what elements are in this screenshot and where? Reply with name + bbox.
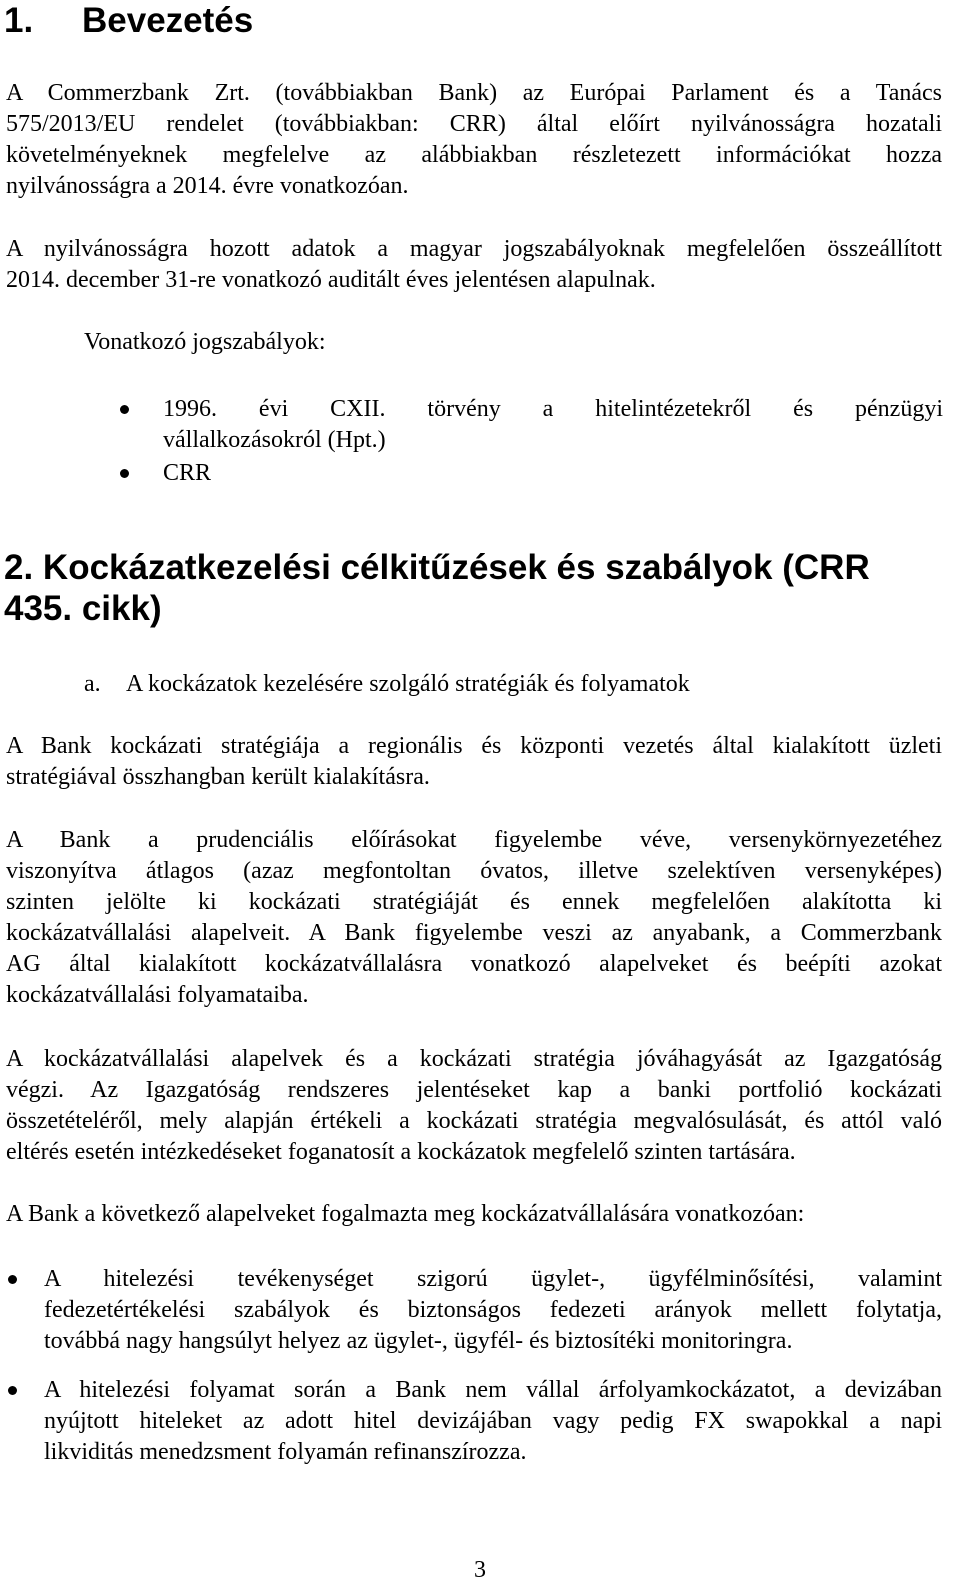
paragraph-line: eltérés esetén intézkedéseket foganatosít a kockázatok megfelelő szinten tartására.: [6, 1139, 796, 1165]
paragraph-line: viszonyítva átlagos (azaz megfontoltan óvatos, illetve szelektíven versenyképes): [6, 858, 942, 884]
bullet-icon: [120, 469, 129, 478]
paragraph-line: AG által kialakított kockázatvállalásra vonatkozó alapelveket és beépíti azokat: [6, 951, 942, 977]
principles-intro: A Bank a következő alapelveket fogalmazta meg kockázatvállalására vonatkozóan:: [6, 1201, 805, 1227]
paragraph-line: 575/2013/EU rendelet (továbbiakban: CRR) által előírt nyilvánosságra hozatali: [6, 111, 942, 137]
paragraph-line: A Commerzbank Zrt. (továbbiakban Bank) az Európai Parlament és a Tanács: [6, 80, 942, 106]
paragraph-line: követelményeknek megfelelve az alábbiakban részletezett információkat hozza: [6, 142, 942, 168]
bullet-icon: [120, 405, 129, 414]
bullet-icon: [8, 1386, 17, 1395]
list-item-line: likviditás menedzsment folyamán refinanszírozza.: [44, 1439, 527, 1465]
page-number: 3: [474, 1557, 486, 1583]
section-heading-2: [4, 547, 870, 629]
bullet-icon: [8, 1275, 17, 1284]
section-heading-1: [4, 0, 253, 41]
list-item: [44, 1375, 942, 1468]
intro-paragraph: [6, 78, 942, 202]
basis-paragraph: [6, 234, 942, 296]
paragraph-line: stratégiával összhangban került kialakításra.: [6, 764, 430, 790]
section-title-line: 2. Kockázatkezelési célkitűzések és szabályok (CRR: [4, 548, 870, 587]
paragraph-line: nyilvánosságra a 2014. évre vonatkozóan.: [6, 173, 409, 199]
list-item-line: fedezetértékelési szabályok és biztonságos fedezeti arányok mellett folytatja,: [44, 1297, 942, 1323]
section-title-line: 435. cikk): [4, 589, 162, 628]
list-item-line: vállalkozásokról (Hpt.): [163, 427, 386, 453]
list-item-line: CRR: [163, 460, 212, 486]
paragraph-line: végzi. Az Igazgatóság rendszeres jelentéseket kap a banki portfolió kockázati: [6, 1077, 942, 1103]
paragraph-line: A Bank kockázati stratégiája a regionális és központi vezetés által kialakított üzleti: [6, 733, 942, 759]
list-item: [163, 394, 943, 456]
list-item-line: A hitelezési folyamat során a Bank nem vállal árfolyamkockázatot, a devizában: [44, 1377, 942, 1403]
paragraph-line: A Bank a prudenciális előírásokat figyelembe véve, versenykörnyezetéhez: [6, 827, 942, 853]
list-item: [44, 1264, 942, 1357]
list-item-line: továbbá nagy hangsúlyt helyez az ügylet-, ügyfél- és biztosítéki monitoringra.: [44, 1328, 793, 1354]
paragraph-line: kockázatvállalási folyamataiba.: [6, 982, 309, 1008]
approval-paragraph: [6, 1044, 942, 1168]
list-item-line: 1996. évi CXII. törvény a hitelintézetekről és pénzügyi: [163, 396, 943, 422]
subsection-marker: a.: [84, 671, 101, 697]
paragraph-line: szinten jelölte ki kockázati stratégiáját és ennek megfelelően alakította ki: [6, 889, 942, 915]
prudential-paragraph: [6, 825, 942, 1011]
section-title: Bevezetés: [82, 1, 254, 40]
paragraph-line: A kockázatvállalási alapelvek és a kockázati stratégia jóváhagyását az Igazgatóság: [6, 1046, 942, 1072]
list-item: [163, 458, 943, 489]
list-item-line: nyújtott hiteleket az adott hitel devizájában vagy pedig FX swapokkal a napi: [44, 1408, 942, 1434]
paragraph-line: 2014. december 31-re vonatkozó auditált éves jelentésen alapulnak.: [6, 267, 656, 293]
subsection-heading: [84, 669, 944, 700]
paragraph-line: A nyilvánosságra hozott adatok a magyar jogszabályoknak megfelelően összeállított: [6, 236, 942, 262]
strategy-paragraph: [6, 731, 942, 793]
subsection-title: A kockázatok kezelésére szolgáló stratégiák és folyamatok: [126, 671, 690, 697]
list-item-line: A hitelezési tevékenységet szigorú ügylet-, ügyfélminősítési, valamint: [44, 1266, 942, 1292]
paragraph-line: kockázatvállalási alapelveit. A Bank figyelembe veszi az anyabank, a Commerzbank: [6, 920, 942, 946]
paragraph-line: összetételéről, mely alapján értékeli a kockázati stratégia megvalósulását, és attól való: [6, 1108, 942, 1134]
section-number: 1.: [4, 1, 34, 40]
laws-label: Vonatkozó jogszabályok:: [84, 329, 326, 355]
